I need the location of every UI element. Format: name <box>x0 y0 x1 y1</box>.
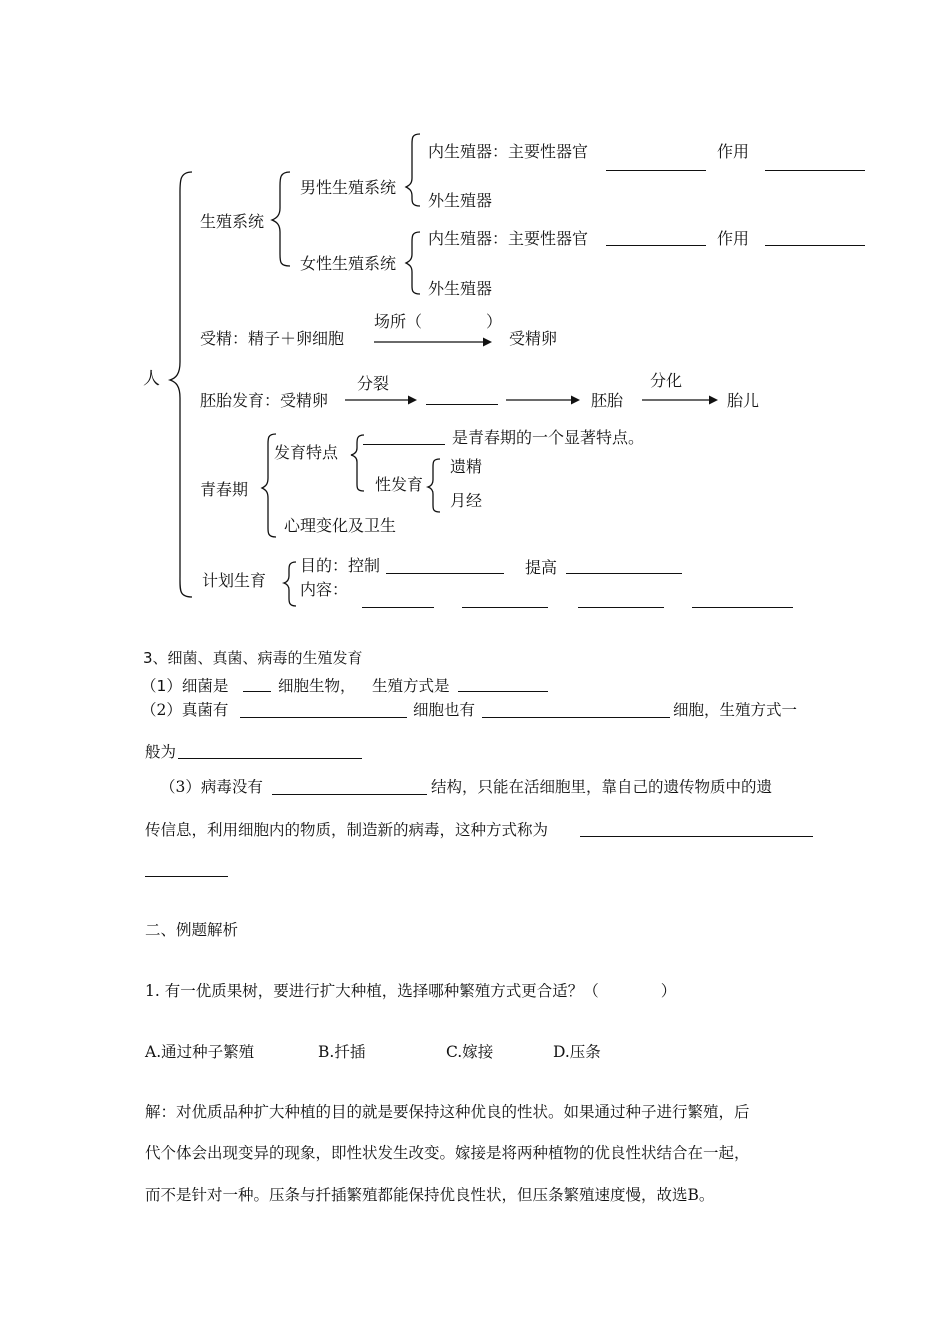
emission-label: 遗精 <box>450 457 483 476</box>
blank-line <box>765 245 865 246</box>
arrowhead <box>709 396 718 405</box>
answer-line: 而不是针对一种。压条与扦插繁殖都能保持优良性状，但压条繁殖速度慢，故选B。 <box>145 1186 715 1204</box>
blank-line <box>606 245 706 246</box>
female-function-label: 作用 <box>717 229 750 248</box>
planning-content-label: 内容： <box>300 580 349 599</box>
blank-line <box>386 573 504 574</box>
q2-part-a: （2）真菌有 <box>141 701 229 719</box>
section3-title: 3、细菌、真菌、病毒的生殖发育 <box>143 649 363 667</box>
q1-part-c: 生殖方式是 <box>372 677 450 695</box>
blank-line <box>240 717 407 718</box>
option-a: A.通过种子繁殖 <box>145 1043 255 1061</box>
blank-line <box>580 836 813 837</box>
option-b: B.扦插 <box>318 1043 366 1061</box>
blank-line <box>145 876 228 877</box>
blank-line <box>426 404 498 405</box>
male-system-label: 男性生殖系统 <box>300 178 397 197</box>
q3-part-b: 结构，只能在活细胞里，靠自己的遗传物质中的遗 <box>431 778 773 796</box>
feature-text: 是青春期的一个显著特点。 <box>452 428 645 447</box>
differentiation-label: 分化 <box>650 371 683 390</box>
q2-part-d: 般为 <box>145 743 177 761</box>
arrowhead <box>408 396 417 405</box>
puberty-label: 青春期 <box>200 480 249 499</box>
arrowhead <box>483 338 492 347</box>
q1-part-b: 细胞生物， <box>278 677 356 695</box>
blank-line <box>243 691 271 692</box>
male-external-label: 外生殖器 <box>428 191 493 210</box>
arrowhead <box>571 396 580 405</box>
q1-part-a: （1）细菌是 <box>141 677 229 695</box>
blank-line <box>692 607 793 608</box>
male-internal-label: 内生殖器：主要性器官 <box>428 142 589 161</box>
q2-part-c: 细胞，生殖方式一 <box>673 701 798 719</box>
blank-line <box>462 607 548 608</box>
answer-line: 解：对优质品种扩大种植的目的就是要保持这种优良的性状。如果通过种子进行繁殖，后 <box>145 1103 750 1121</box>
reproductive-brace <box>272 172 290 266</box>
features-label: 发育特点 <box>274 443 339 462</box>
zygote-label: 受精卵 <box>509 329 558 348</box>
example-question: 1. 有一优质果树，要进行扩大种植，选择哪种繁殖方式更合适？（ ） <box>145 982 677 1000</box>
q2-part-b: 细胞也有 <box>413 701 476 719</box>
blank-line <box>362 607 434 608</box>
blank-line <box>458 691 548 692</box>
psych-label: 心理变化及卫生 <box>284 516 397 535</box>
planning-brace <box>284 562 296 606</box>
male-function-label: 作用 <box>717 142 750 161</box>
menstruation-label: 月经 <box>450 491 483 510</box>
blank-line <box>765 170 865 171</box>
embryo-development-label: 胚胎发育：受精卵 <box>200 391 329 410</box>
answer-line: 代个体会出现变异的现象，即性状发生改变。嫁接是将两种植物的优良性状结合在一起， <box>145 1144 750 1162</box>
option-c: C.嫁接 <box>446 1043 494 1061</box>
embryo-label: 胚胎 <box>591 391 624 410</box>
blank-line <box>363 444 445 445</box>
section-two-title: 二、例题解析 <box>145 921 239 939</box>
female-brace <box>406 232 420 294</box>
female-system-label: 女性生殖系统 <box>300 254 397 273</box>
fertilization-label: 受精：精子＋卵细胞 <box>200 329 345 348</box>
blank-line <box>482 717 670 718</box>
root-brace <box>170 172 192 597</box>
blank-line <box>606 170 706 171</box>
sexual-dev-brace <box>428 459 440 512</box>
blank-line <box>566 573 682 574</box>
diagram-root: 人 <box>143 369 160 389</box>
blank-line <box>272 794 427 795</box>
q3-part-a: （3）病毒没有 <box>160 778 263 796</box>
planning-improve-label: 提高 <box>525 558 558 577</box>
fertilization-site-label: 场所（ ） <box>374 312 503 331</box>
blank-line <box>178 758 362 759</box>
q3-part-c: 传信息，利用细胞内的物质，制造新的病毒，这种方式称为 <box>145 821 549 839</box>
sexual-development-label: 性发育 <box>375 475 424 494</box>
female-internal-label: 内生殖器：主要性器官 <box>428 229 589 248</box>
reproductive-system-label: 生殖系统 <box>200 212 265 231</box>
family-planning-label: 计划生育 <box>202 571 267 590</box>
option-d: D.压条 <box>553 1043 601 1061</box>
female-external-label: 外生殖器 <box>428 279 493 298</box>
fetus-label: 胎儿 <box>727 391 760 410</box>
division-label: 分裂 <box>357 374 390 393</box>
planning-goal-label: 目的：控制 <box>300 556 381 575</box>
male-brace <box>406 134 420 206</box>
blank-line <box>578 607 664 608</box>
